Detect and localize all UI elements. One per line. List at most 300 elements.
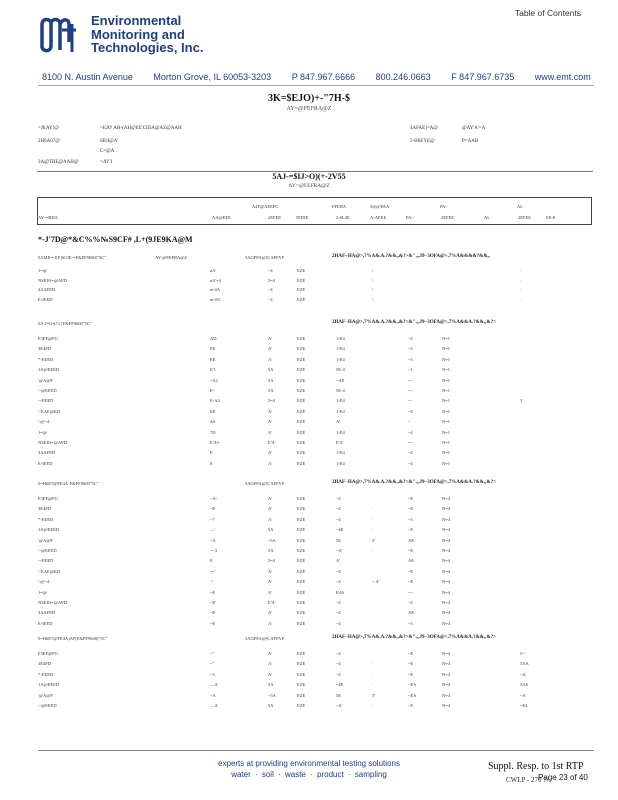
result-cell: · [520,278,522,283]
result-cell: EZE [297,297,306,302]
result-cell: 1-E4 [336,430,345,435]
result-cell: EZE [297,440,306,445]
result-cell: N=1 [442,430,451,435]
result-cell: 5~' [520,651,526,656]
result-cell: ~" [210,661,215,666]
result-cell: · [520,297,522,302]
result-cell: EZE [297,610,306,615]
result-cell: 5' [372,693,376,698]
result-cell: AD [210,336,217,341]
result-cell: · [372,703,374,708]
meta-value: =AY'I [100,160,113,165]
result-cell: ~4 [336,661,341,666]
result-cell: · [520,287,522,292]
result-cell: 5A [268,378,274,383]
phone-number: P 847.967.6666 [291,72,356,82]
analyte-name: 1=@ [38,430,47,435]
result-cell: æ-4A [210,287,220,292]
result-cell: ~E [408,548,414,553]
result-cell: N=4 [442,682,451,687]
section-label: 5=H6E7@FE4A]AF[F&FF9600("5C" [38,636,108,641]
result-cell: 5AA [520,661,529,666]
analyte-name: *-EEED [38,672,54,677]
result-cell: A' [268,590,273,595]
result-cell: ~A2 [210,378,218,383]
analyte-name: --@EEED [38,388,57,393]
column-header: PA-- [406,215,415,220]
result-cell: ~4 [336,517,341,522]
result-cell: æ-4% [210,297,221,302]
meta-value: C=@A [100,149,115,154]
footer-slogan: experts at providing environmental testing solutions [218,759,400,768]
result-cell: EZE [297,506,306,511]
result-cell: N=1 [442,336,451,341]
meta-label: 4AFAE]=A@ [410,126,438,131]
result-cell: ~E [210,506,216,511]
result-cell: ~4 [408,450,413,455]
result-cell: EZE [297,621,306,626]
column-header: 2EFEE [441,215,454,220]
result-cell: ~" [210,651,215,656]
section-method: 2HAF−HA@>,7%A&.A.?&&,,&?>&"‚,,J9−3OFA@>,7%A&&&&?&&,, [332,254,490,259]
analyte-name: 1A@EEED [38,682,60,687]
analyte-name: 3AAFED [38,450,56,455]
result-cell: 5=4 [268,398,276,403]
result-cell: N=4 [442,527,451,532]
result-cell: E'A' [268,600,276,605]
analyte-name: '@A@F [38,693,53,698]
result-cell: ~E [408,569,414,574]
result-cell: N=4 [442,610,451,615]
result-cell: E~ [210,388,216,393]
result-cell: ~5A [268,538,276,543]
result-cell: EE [210,409,216,414]
analyte-name: '@A@F [38,378,53,383]
result-cell: ~- [408,398,412,403]
result-cell: AE [408,610,414,615]
column-header-top: AL [517,204,523,209]
result-cell: N=4 [442,538,451,543]
result-cell: —A [210,682,218,687]
result-cell: EZE [297,693,306,698]
result-cell: ~~' [210,569,216,574]
city-state-zip: Morton Grove, IL 60053-3203 [153,72,272,82]
analyte-name: F3EF@FG [38,651,58,656]
result-cell: ~E [408,672,414,677]
section-note: 5AGFFA@]CAFFVF [245,255,285,260]
result-cell: ~~ [408,590,413,595]
section-method: 2HAF−HA@>,7%A&.A.?&&,,&?>&"‚,,J9−3OFA@>,7%A&&A.?&&,,&?> [332,635,496,640]
service-item: sampling [354,770,387,779]
result-cell: 1-E4 [336,357,345,362]
meta-label: 2H6A07@ [38,139,60,144]
result-cell: N=4 [442,661,451,666]
result-cell: ~E [408,527,414,532]
result-cell: ~4 [336,569,341,574]
column-header-top: FFEBA [332,204,347,209]
page-number: Page 23 of 40 [538,773,588,782]
result-cell: 1-E4 [336,409,345,414]
result-cell: A' [268,651,273,656]
result-cell: ~.A' [372,579,380,584]
result-cell: N=1 [442,398,451,403]
result-cell: N=1 [442,367,451,372]
result-cell: 4A [210,419,216,424]
result-cell: · [372,682,374,687]
result-cell: EZE [297,461,306,466]
result-cell: EZE [297,579,306,584]
bates-label: Suppl. Resp. to 1st RTP [488,761,584,772]
analyte-name: 1=@ [38,590,47,595]
result-cell: ~A [520,672,526,677]
result-cell: N=4 [442,621,451,626]
result-cell: øA'=4 [210,278,222,283]
result-cell: ~E [210,610,216,615]
column-header: 2EFEE [518,215,531,220]
result-cell: EZE [297,346,306,351]
result-cell: E'1 [210,367,216,372]
result-cell: ~A' [336,548,343,553]
result-cell: E4A [336,590,345,595]
analyte-name: F3EF@FG [38,496,58,501]
result-cell: AE [408,558,414,563]
result-cell: N=4 [442,703,451,708]
analyte-name: NSEIO=@AFD [38,440,67,445]
result-cell: \ [372,297,374,302]
result-cell: ~7 [210,517,215,522]
section-label: 5AME-=J[E]SCIE-=F&FF9600("5C" [38,255,107,260]
result-cell: —' [210,527,216,532]
result-cell: A' [268,409,273,414]
result-cell: A' [268,496,273,501]
result-cell: EZE [297,496,306,501]
result-cell: EZE [297,538,306,543]
result-cell: A' [268,621,273,626]
result-cell: ~4 [336,506,341,511]
column-header-top: A4F@AEEFC [252,204,279,209]
footer-services: water · soil · waste · product · sampling [231,770,387,779]
column-header: AA@EEE [212,215,231,220]
result-cell: ~4 [336,672,341,677]
result-cell: ~5A [268,693,276,698]
result-cell: N=4 [442,517,451,522]
result-cell: A' [268,430,273,435]
result-cell: A' [268,672,273,677]
column-header-box [37,197,592,225]
section-label: 5A 2=OA7»] F&FF9600"5C" [38,321,92,326]
result-cell: A' [268,610,273,615]
result-cell: N=4 [442,579,451,584]
result-cell: N=4 [442,600,451,605]
result-cell: EZE [297,661,306,666]
result-cell: ~3 [408,357,413,362]
result-cell: 7D [210,430,216,435]
result-cell: ~3 [210,672,215,677]
result-cell: EZE [297,517,306,522]
result-cell: N=1 [442,419,451,424]
result-cell: · [372,661,374,666]
result-cell: A' [268,346,273,351]
bates-number: CWLP - 270 7/ [506,776,549,784]
result-cell: · [372,517,374,522]
column-header: AY-=0IDA [38,215,58,220]
result-cell: ~~ [408,440,413,445]
result-cell: E'A' [268,440,276,445]
result-cell: N=4 [442,651,451,656]
column-header: 2-6L4E [336,215,350,220]
column-header: 5FFEE [296,215,309,220]
result-cell: ~' [210,579,214,584]
result-cell: 5E [336,693,341,698]
result-cell: 5A [268,388,274,393]
result-cell: EZE [297,682,306,687]
result-cell: 1-E4 [336,346,345,351]
result-cell: ~4 [336,496,341,501]
result-cell: EZE [297,268,306,273]
result-cell: \ [372,278,374,283]
result-cell: N=1 [442,346,451,351]
result-cell: ~E [408,496,414,501]
toll-free-number: 800.246.0663 [375,72,431,82]
analyte-name: ~@~4 [38,579,50,584]
summary-subtitle: AY=@FEFRA@Z [288,183,330,189]
result-cell: A' [268,517,273,522]
result-cell: A' [268,357,273,362]
result-cell: 1-E4 [336,450,345,455]
result-cell: · [520,268,522,273]
result-cell: 5=4 [268,278,276,283]
company-name-line: Environmental [91,13,182,28]
analyte-name: F3EF@FG [38,336,58,341]
meta-label: 3A@THE@AAH@ [38,160,79,165]
result-cell: E'A= [210,440,220,445]
result-cell: ~4 [408,461,413,466]
meta-value: P=AAH [462,139,479,144]
analyte-name: ~-EEED [38,558,54,563]
result-cell: N=1 [442,440,451,445]
result-cell: ~A [210,538,216,543]
result-cell: ~4 [268,287,273,292]
column-header-top: PA- [440,204,447,209]
result-cell: A' [268,450,273,455]
result-cell: EZE [297,590,306,595]
report-title: 3K=$EJO)+-"7H-$ [268,93,350,104]
result-cell: 5A [268,527,274,532]
report-subtitle: AY=@FEFRA@Z [286,106,332,112]
column-header: 2EFEE [268,215,281,220]
company-name-line: Monitoring and [91,26,185,42]
result-cell: A' [268,579,273,584]
analyte-name: 3AAFED [38,287,56,292]
result-cell: EZE [297,430,306,435]
result-cell: ~E [408,579,414,584]
company-logo [38,16,88,56]
result-cell: 5E-4 [336,388,345,393]
result-cell: ~A [520,693,526,698]
result-cell: EZE [297,600,306,605]
analyte-name: --EAE@ED [38,409,60,414]
analyte-name: 3E4FD [38,346,52,351]
result-cell: N=4 [442,672,451,677]
analyte-name: 1A@EEED [38,367,60,372]
result-cell: ~A- [210,496,218,501]
section-note: AY-@FEFRA@Z [155,255,188,260]
result-cell: A' [268,419,273,424]
column-header-top: 5@@EEA [370,204,390,209]
result-cell: N=4 [442,693,451,698]
result-cell: ~AE [336,378,345,383]
result-cell: 1-E4 [336,398,345,403]
analyte-name: E-IEED [38,461,53,466]
result-cell: ~E [408,661,414,666]
result-cell: ~4E [336,527,344,532]
result-cell: ~E' [210,600,216,605]
meta-value: @AY'A'=A [462,126,486,131]
result-cell: A' [268,336,273,341]
section-method: 2HAF−HA@>,7%A&.A.?&&,,&?>&"‚,,J9−3OFA@>,7%A&&A.?&&,,&?> [332,480,496,485]
result-cell: 5E [336,538,341,543]
result-cell: ~~ [408,388,413,393]
analyte-name: 3E4FD [38,661,52,666]
result-cell: ~E [408,506,414,511]
result-cell: EZE [297,672,306,677]
result-cell: 5A [268,548,274,553]
column-header: A-AEEE [370,215,387,220]
result-cell: ~4 [268,268,273,273]
result-cell: ~E [210,621,216,626]
result-cell: EZE [297,278,306,283]
result-cell: · [372,506,374,511]
analyte-name: NSEIO=@AFD [38,278,67,283]
result-cell: ~EA [408,693,417,698]
result-cell: ~E4 [520,703,528,708]
result-cell: ~3 [408,346,413,351]
result-cell: EZE [297,287,306,292]
fax-number: F 847.967.6735 [451,72,515,82]
result-cell: E-A4 [210,398,220,403]
result-cell: N=1 [442,409,451,414]
analyte-name: --@EEED [38,703,57,708]
result-cell: EE [210,346,216,351]
analyte-name: E-IEED [38,297,53,302]
service-item: product [317,770,344,779]
result-cell: EZE [297,388,306,393]
analyte-name: 1A@EEED [38,527,60,532]
result-cell: EZE [297,357,306,362]
result-cell: EZE [297,398,306,403]
analyte-name: 1=@ [38,268,47,273]
result-cell: ~EA [408,682,417,687]
analyte-name: NSEIO=@AFD [38,600,67,605]
company-name [91,14,203,55]
result-cell: EZE [297,548,306,553]
website-link[interactable]: www.emt.com [534,72,591,82]
result-cell: EZE [297,336,306,341]
result-cell: N=1 [442,461,451,466]
table-of-contents-link[interactable]: Table of Contents [514,8,581,18]
summary-title: 5AJ-=$IJ>O)(+-2V55 [272,172,346,181]
result-cell: ~4 [408,430,413,435]
result-cell: 5' [372,538,376,543]
result-cell: EZE [297,450,306,455]
result-cell: N=1 [442,388,451,393]
section-label: 5=H6E7@FE4A·F&FF9600"5C" [38,481,99,486]
service-item: waste [284,770,306,779]
result-cell: EZE [297,409,306,414]
sample-identifier: *-J'7D@*&C%%№S9CF# ,L+(9JE9KA@M [38,235,193,244]
result-cell: A' [336,419,341,424]
result-cell: 5=4 [268,558,276,563]
result-cell: ~1 [408,367,413,372]
result-cell: N=4 [442,590,451,595]
result-cell: ~4 [336,621,341,626]
result-cell: ~4E [336,682,344,687]
analyte-name: 3E4FD [38,506,52,511]
analyte-name: ~@~4 [38,419,50,424]
result-cell: ~A' [336,703,343,708]
result-cell: EZE [297,569,306,574]
result-cell: EE [210,357,216,362]
result-cell: N=4 [442,569,451,574]
result-cell: E [210,461,213,466]
result-cell: A' [268,569,273,574]
analyte-name: '@A@F [38,538,53,543]
result-cell: EZE [297,558,306,563]
result-cell: N=4 [442,558,451,563]
result-cell: 3 [520,398,523,403]
result-cell: ~4 [336,600,341,605]
result-cell: ~4 [268,297,273,302]
result-cell: EZE [297,419,306,424]
result-cell: A' [268,461,273,466]
result-cell: ~~3 [210,548,218,553]
column-header: EE-E [546,215,556,220]
result-cell: · [372,527,374,532]
analyte-name: ~-EEED [38,398,54,403]
result-cell: EZE [297,651,306,656]
column-header: AL [484,215,490,220]
result-cell: ~4 [408,600,413,605]
result-cell: 1-E4 [336,461,345,466]
result-cell: ~ [408,419,411,424]
result-cell: N=4 [442,506,451,511]
analyte-name: *-EEED [38,357,54,362]
result-cell: \ [372,287,374,292]
result-cell: —A [210,703,218,708]
header-divider [38,85,594,86]
result-cell: E'A' [336,440,344,445]
meta-value: 6B)I@A' [100,139,119,144]
result-cell: ~3 [408,517,413,522]
result-cell: 5A [268,367,274,372]
street-address: 8100 N. Austin Avenue [42,72,133,82]
result-cell: EZE [297,378,306,383]
result-cell: · [372,672,374,677]
result-cell: ~4 [336,610,341,615]
result-cell: 5A [268,703,274,708]
result-cell: N=1 [442,450,451,455]
result-cell: ~4 [336,651,341,656]
result-cell: N=4 [442,548,451,553]
result-cell: AE [408,538,414,543]
section-method: 2HAF−HA@>,7%A&.A.?&&,,&?>&"‚,,J9−3OFA@>,7%A&&A.?&&,,&?> [332,320,496,325]
footer-divider [38,750,594,751]
result-cell: A' [336,558,341,563]
result-cell: ~~ [408,378,413,383]
analyte-name: 3AAFED [38,610,56,615]
result-cell: · [372,548,374,553]
analyte-name: --EAE@ED [38,569,60,574]
